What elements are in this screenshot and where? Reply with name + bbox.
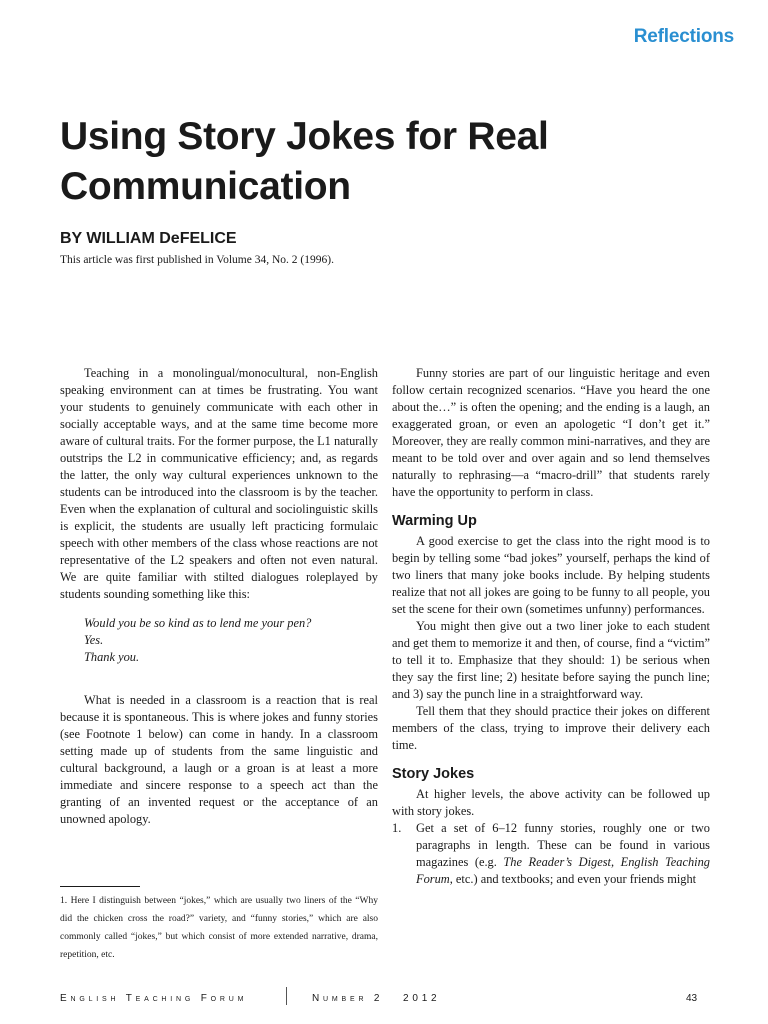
paragraph: Funny stories are part of our linguistic heritage and even follow certain recognized scenarios. “Have you heard the one about the…” is often the opening; and the ending is a laugh, an exaggerated groan, or even an apologetic “I don’t get it.” Moreover, they are really common mini-narratives, and they are meant to be told over and over again and so lend themselves naturally to rephrasing—a “macro-drill” that students rarely have the opportunity to perform in class. — [392, 366, 710, 499]
footer-separator — [286, 987, 287, 1005]
footnote: 1. Here I distinguish between “jokes,” which are usually two liners of the “Why did the chicken cross the road?” variety, and “funny stories,” which are also commonly called “jokes,” but which consist of more extended narrative, drama, repetition, etc. — [60, 896, 378, 960]
section-label: Reflections — [633, 26, 734, 47]
list-text-italic: The Reader’s Digest, English Teaching Forum — [416, 855, 710, 886]
paragraph: At higher levels, the above activity can be followed up with story jokes. — [392, 787, 710, 818]
left-column — [60, 365, 378, 828]
right-column — [392, 365, 710, 888]
list-number: 1. — [392, 821, 402, 835]
publication-note: This article was first published in Volume 34, No. 2 (1996). — [60, 254, 334, 266]
page-number: 43 — [686, 993, 698, 1004]
list-text-part: , etc.) and textbooks; and even your friends might — [449, 872, 697, 886]
heading-warming-up: Warming Up — [392, 513, 477, 529]
list-text-part: Get a set of 6–12 funny stories, roughly one or two paragraphs in length. These can be found in various magazines (e.g. — [416, 821, 710, 869]
paragraph: Teaching in a monolingual/monocultural, non-English speaking environment can at times be frustrating. You want your students to genuinely communicate with each other in socially acceptable ways, and at the same time become more aware of cultural traits. For the former purpose, the L1 naturally outstrips the L2 in communicative efficiency; and, as regards the latter, the only way cultural experiences unknown to the students can be introduced into the classroom is by the teacher. Even when the explanation of cultural and sociolinguistic skills is explicit, the students are usually left practicing formulaic speech with other members of the class whose reactions are not representative of the L2 speakers and often not even natural. We are quite familiar with stilted dialogues roleplayed by students sounding something like this: — [60, 366, 378, 601]
dialogue-line: Would you be so kind as to lend me your pen? — [84, 616, 312, 630]
list-item — [392, 820, 710, 888]
paragraph: You might then give out a two liner joke to each student and get them to memorize it and then, of course, find a “victim” to tell it to. Emphasize that they should: 1) be serious when they say the first line; 2) hesitate before saying the punch line; and 3) say the punch line in a straightforward way. — [392, 619, 710, 701]
paragraph: What is needed in a classroom is a reaction that is real because it is spontaneous. This is where jokes and funny stories (see Footnote 1 below) can come in handy. In a classroom setting made up of students from the same linguistic and cultural background, a laugh or a groan is at least a more immediate and sincere response to a speech act than the granting of an invented request or the acceptance of an unowned apology. — [60, 693, 378, 826]
paragraph: Tell them that they should practice their jokes on different members of the class, trying to improve their delivery each time. — [392, 704, 710, 752]
heading-story-jokes: Story Jokes — [392, 766, 475, 782]
footer-journal: English Teaching Forum — [60, 993, 248, 1004]
footnote-divider — [60, 886, 140, 887]
dialogue-example — [84, 615, 378, 666]
paragraph: A good exercise to get the class into the right mood is to begin by telling some “bad jokes” yourself, perhaps the kind of two liners that many joke books include. By helping students realize that not all jokes are going to be funny to all people, you set the scene for their own (sometimes unfunny) performances. — [392, 534, 710, 616]
article-title: Using Story Jokes for Real Communication — [60, 115, 549, 208]
list-text — [416, 820, 710, 888]
dialogue-line: Thank you. — [84, 650, 140, 664]
dialogue-line: Yes. — [84, 633, 104, 647]
footer-issue: Number 2 2012 — [312, 993, 441, 1004]
author-byline: BY WILLIAM DeFELICE — [60, 230, 237, 247]
